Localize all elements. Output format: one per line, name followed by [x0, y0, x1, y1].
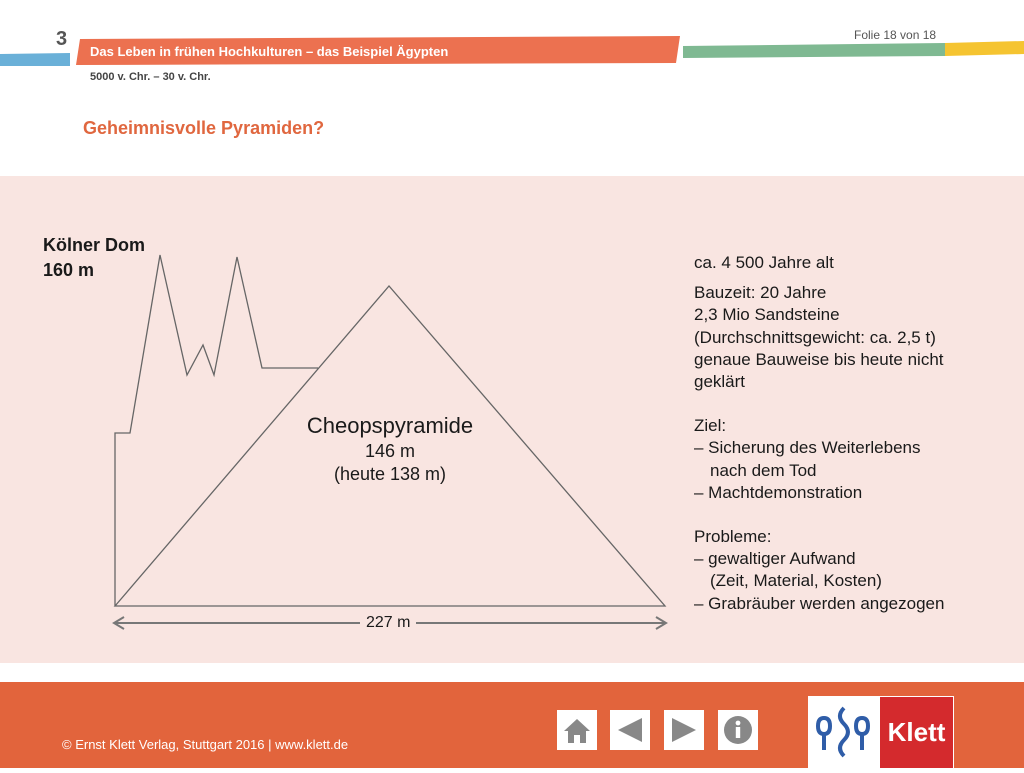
chapter-number: 3 [56, 28, 68, 50]
cathedral-height: 160 m [43, 260, 95, 280]
detail-line: Bauzeit: 20 Jahre [694, 283, 827, 303]
klett-symbol-icon [808, 696, 880, 768]
copyright-text: © Ernst Klett Verlag, Stuttgart 2016 | www.klett.de [62, 737, 349, 752]
ziel-item: nach dem Tod [710, 460, 817, 480]
slide-counter: Folie 18 von 18 [854, 28, 937, 42]
probleme-item: – Grabräuber werden angezogen [694, 593, 945, 613]
next-icon [668, 714, 700, 746]
info-text [694, 252, 994, 615]
header-title: Das Leben in frühen Hochkulturen – das Beispiel Ägypten [90, 44, 449, 59]
info-button[interactable] [718, 710, 758, 750]
pyramid-height: 146 m [364, 441, 416, 461]
ziel-item: – Machtdemonstration [694, 482, 863, 502]
home-icon [561, 714, 593, 746]
cathedral-label [43, 233, 145, 283]
info-icon [722, 714, 754, 746]
pyramid-label [290, 412, 490, 486]
probleme-item: – gewaltiger Aufwand [694, 549, 856, 569]
cathedral-name: Kölner Dom [43, 235, 146, 255]
ziel-heading: Ziel: [694, 416, 727, 436]
detail-line: 2,3 Mio Sandsteine [694, 305, 840, 325]
probleme-heading: Probleme: [694, 527, 772, 547]
slide-title: Geheimnisvolle Pyramiden? [83, 118, 325, 138]
previous-icon [614, 714, 646, 746]
klett-logo-text[interactable]: Klett [880, 697, 953, 768]
pyramid-name: Cheopspyramide [306, 413, 474, 438]
probleme-item: (Zeit, Material, Kosten) [710, 571, 882, 591]
pyramid-height-today: (heute 138 m) [333, 464, 447, 484]
detail-line: genaue Bauweise bis heute nicht [694, 349, 944, 369]
previous-button[interactable] [610, 710, 650, 750]
ziel-item: – Sicherung des Weiterlebens [694, 438, 921, 458]
detail-line: geklärt [694, 372, 746, 392]
detail-line: (Durchschnittsgewicht: ca. 2,5 t) [694, 327, 936, 347]
next-button[interactable] [664, 710, 704, 750]
cathedral-outline [115, 255, 318, 606]
age-text: ca. 4 500 Jahre alt [694, 253, 834, 272]
base-width-label: 227 m [360, 614, 416, 632]
header-subtitle: 5000 v. Chr. – 30 v. Chr. [90, 71, 211, 83]
home-button[interactable] [557, 710, 597, 750]
